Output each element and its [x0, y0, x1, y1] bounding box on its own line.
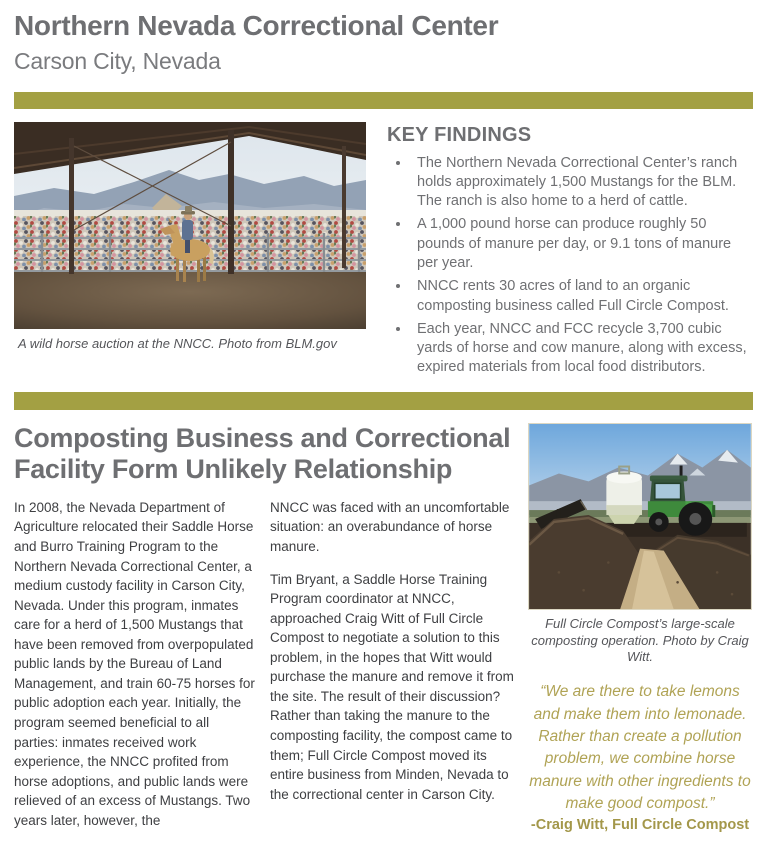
page-subtitle: Carson City, Nevada: [14, 48, 221, 74]
quote-attribution: -Craig Witt, Full Circle Compost: [530, 817, 750, 834]
key-finding-item: • Each year, NNCC and FCC recycle 3,700 cubic yards of horse and cow manure, along with excess, expired materials from local food distributors.: [411, 320, 753, 378]
compost-tank: [606, 466, 642, 523]
wild-horse-auction-illustration: [14, 122, 366, 329]
key-findings-heading: KEY FINDINGS: [387, 123, 532, 146]
photo2-caption: Full Circle Compost’s large-scale composting operation. Photo by Craig Witt.: [531, 615, 749, 665]
pull-quote: “We are there to take lemons and make them into lemonade. Rather than create a pollution problem, we combine horse manure with other ingredients to make good compost.”: [529, 683, 751, 812]
key-finding-item: • NNCC rents 30 acres of land to an organic composting business called Full Circle Compost.: [411, 277, 753, 316]
article-column-2: [270, 498, 519, 843]
top-section: [14, 122, 753, 382]
divider-bar-middle: [14, 392, 753, 410]
article-text-columns: [14, 498, 519, 843]
article-column-1: [14, 498, 257, 843]
key-findings-list: [387, 154, 753, 378]
article-paragraph: In 2008, the Nevada Department of Agriculture relocated their Saddle Horse and Burro Training Program to the Northern Nevada Correctional Center, a medium custody facility in Carson City, Nevada. Under this program, inmates care for a herd of 1,500 Mustangs that have been removed from overpopulated public lands by the Bureau of Land Management, and train 60-75 horses for public adoption each year. Initially, the program seemed beneficial to all parties: inmates received work experience, the NNCC profited from horse adoptions, and public lands were relieved of an excess of Mustangs. Two years later, however, the: [14, 499, 255, 828]
wild-horse-auction-photo: [14, 122, 366, 329]
photo1-caption: A wild horse auction at the NNCC. Photo from BLM.gov: [18, 335, 337, 351]
bottom-section: [14, 423, 753, 843]
article-paragraph: NNCC was faced with an uncomfortable situation: an overabundance of horse manure.: [270, 499, 510, 554]
composting-operation-photo: [528, 423, 752, 610]
key-findings-panel: [387, 122, 753, 382]
sidebar-column: [528, 423, 752, 843]
article-column-group: [14, 423, 519, 843]
section-heading: Composting Business and Correctional Facility Form Unlikely Relationship: [14, 422, 511, 485]
key-finding-item: • A 1,000 pound horse can produce roughly 50 pounds of manure per day, or 9.1 tons of manure per year.: [411, 215, 753, 273]
composting-operation-illustration: [529, 424, 751, 609]
key-finding-item: • The Northern Nevada Correctional Center’s ranch holds approximately 1,500 Mustangs for the BLM. The ranch is also home to a herd of cattle.: [411, 154, 753, 212]
page-title: Northern Nevada Correctional Center: [14, 10, 499, 41]
divider-bar-top: [14, 92, 753, 109]
article-paragraph: Tim Bryant, a Saddle Horse Training Program coordinator at NNCC, approached Craig Witt of Full Circle Compost to negotiate a solution to this problem, in the hopes that Witt would purchase the manure and remove it from the site. The result of their discussion? Rather than taking the manure to the composting facility, the compost came to them; Full Circle Compost moved its entire business from Minden, Nevada to the correctional center in Carson City.: [270, 571, 514, 802]
photo1-column: [14, 122, 366, 382]
